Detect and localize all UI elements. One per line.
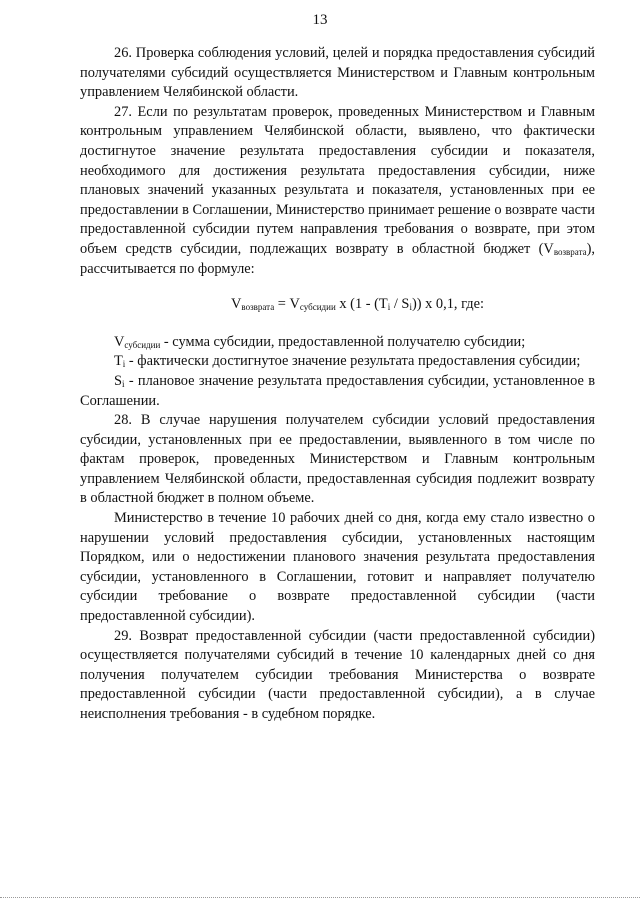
definition-t-i: $T_i$ - фактически достигнутое значение результата предоставления субсидии;: [114, 353, 581, 370]
definition-s-i: $S_i$ - плановое значение результата предоставления субсидии, установленное в Соглашении.: [80, 372, 595, 409]
formula: $V_{возврата} = V_{субсидии}$ x $(1 - (T_i / S_i))$ x 0,1, где:: [230, 296, 485, 313]
subscript-vozvrata: возврата: [553, 246, 587, 257]
definition-v-subsidii: $V_{субсидии}$ - сумма субсидии, предоставленной получателю субсидии;: [114, 333, 526, 350]
paragraph-29: 29. Возврат предоставленной субсидии (части предоставленной субсидии) осуществляется получателями субсидий в течение 10 календарных дней со дня получения получателем субсидии требования Министерства о возврате предоставленной субсидии (части предоставленной субсидии), а в случае неисполнения требования - в судебном порядке.: [80, 627, 595, 722]
page-bottom-edge: [0, 897, 640, 898]
paragraph-28: 28. В случае нарушения получателем субсидии условий предоставления субсидии, установленных при ее предоставлении, выявленного в том числе по фактам проверок, проведенных Министерством и Главным контрольным управлением Челябинской области, предоставленная субсидия подлежит возврату в областной бюджет в полном объеме.: [80, 412, 595, 507]
paragraph-26: 26. Проверка соблюдения условий, целей и порядка предоставления субсидий получателями субсидий осуществляется Министерством и Главным контрольным управлением Челябинской области.: [80, 45, 595, 101]
document-body: [80, 44, 595, 725]
paragraph-27-text: 27. Если по результатам проверок, проведенных Министерством и Главным контрольным управлением Челябинской области, выявлено, что фактически достигнутое значение результата предоставления субсидии и показателя, необходимого для достижения результата предоставления субсидии, ниже плановых значений указанных результата и показателя, установленных при ее предоставлении в Соглашении, Министерство принимает решение о возврате части предоставленной субсидии путем направления требования о возврате, при этом объем средств субсидии, подлежащих возврату в областной бюджет (V: [80, 103, 595, 257]
page-number: 13: [312, 12, 328, 28]
paragraph-28-continued: Министерство в течение 10 рабочих дней со дня, когда ему стало известно о нарушении условий предоставления субсидии, установленных настоящим Порядком, или о недостижении планового значения результата предоставления субсидии, установленного в Соглашении, готовит и направляет получателю субсидии требование о возврате предоставленной субсидии (части предоставленной субсидии).: [80, 510, 595, 625]
paragraph-27-tail: ), рассчитывается по формуле:: [80, 240, 595, 277]
paragraph-27: [80, 103, 595, 279]
